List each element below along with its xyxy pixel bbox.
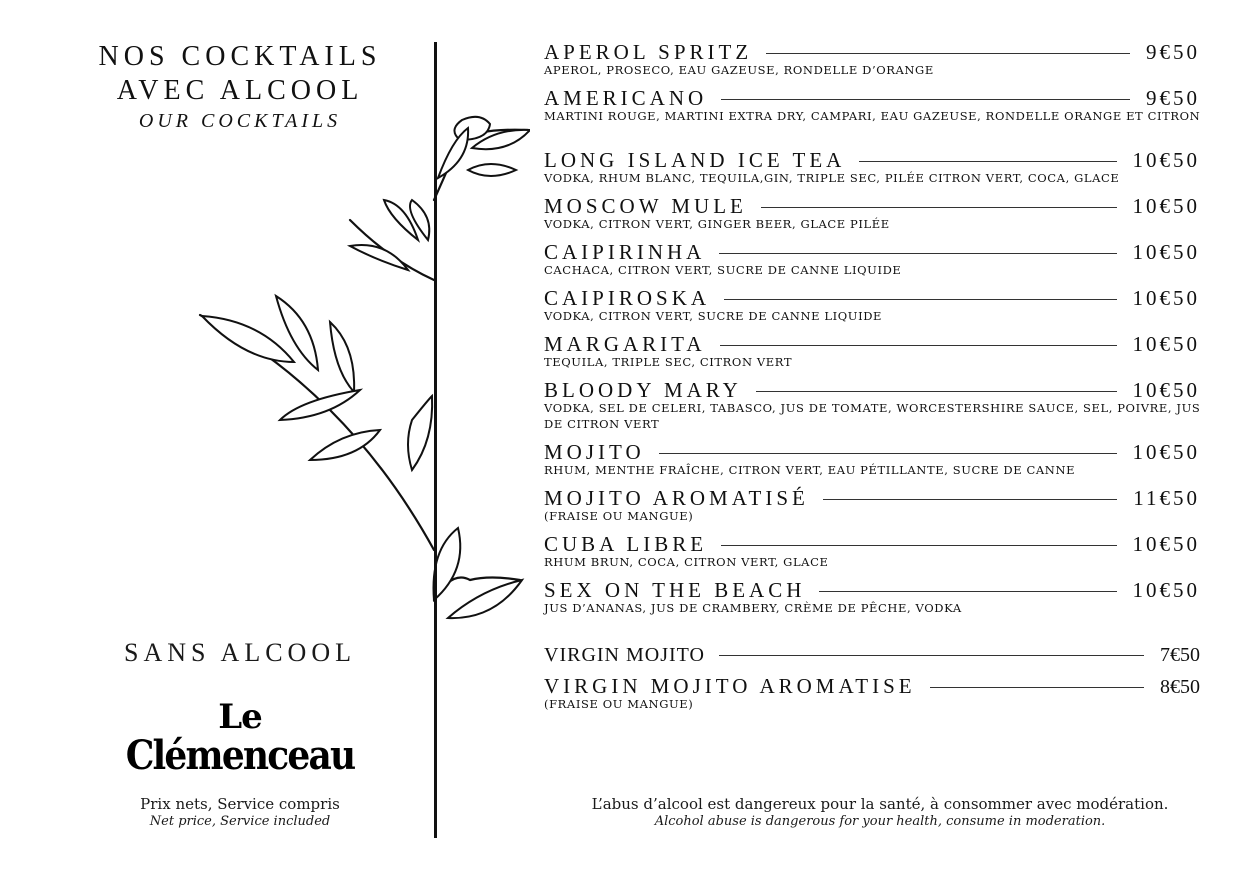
menu-item xyxy=(544,486,1200,532)
dotted-leader xyxy=(819,591,1116,592)
dotted-leader xyxy=(761,207,1117,208)
price-note xyxy=(60,794,420,830)
dotted-leader xyxy=(930,687,1144,688)
menu-item xyxy=(544,86,1200,148)
subtitle: OUR COCKTAILS xyxy=(138,110,342,132)
dotted-leader xyxy=(766,53,1130,54)
item-price: 9€50 xyxy=(1146,40,1200,64)
item-price: 9€50 xyxy=(1146,86,1200,110)
item-name: MARGARITA xyxy=(544,332,706,356)
menu-item xyxy=(544,440,1200,486)
dotted-leader xyxy=(719,253,1116,254)
item-description: TEQUILA, TRIPLE SEC, CITRON VERT xyxy=(544,355,793,369)
logo-line-2: Clémenceau xyxy=(125,732,355,779)
title-line-1: NOS COCKTAILS xyxy=(98,41,382,72)
item-name: MOJITO xyxy=(544,440,645,464)
item-description: VODKA, CITRON VERT, GINGER BEER, GLACE PILÉE xyxy=(544,217,890,231)
dotted-leader xyxy=(719,655,1144,656)
sans-alcool-title: SANS ALCOOL xyxy=(124,638,356,667)
item-name: CAIPIRINHA xyxy=(544,240,706,264)
menu-item xyxy=(544,578,1200,624)
health-warning xyxy=(520,794,1240,830)
dotted-leader xyxy=(721,99,1130,100)
item-price: 10€50 xyxy=(1132,148,1200,172)
menu-item xyxy=(544,40,1200,86)
dotted-leader xyxy=(724,299,1116,300)
item-name: CUBA LIBRE xyxy=(544,532,708,556)
item-description: VODKA, SEL DE CELERI, TABASCO, JUS DE TOMATE, WORCESTERSHIRE SAUCE, SEL, POIVRE, JUS DE CITRON VERT xyxy=(544,401,1201,431)
item-price: 10€50 xyxy=(1132,578,1200,602)
price-note-fr: Prix nets, Service compris xyxy=(140,795,340,813)
dotted-leader xyxy=(721,545,1116,546)
item-name: BLOODY MARY xyxy=(544,378,742,402)
item-name: LONG ISLAND ICE TEA xyxy=(544,148,846,172)
dotted-leader xyxy=(823,499,1117,500)
dotted-leader xyxy=(720,345,1117,346)
item-description: (FRAISE OU MANGUE) xyxy=(544,509,694,523)
item-price: 11€50 xyxy=(1133,486,1200,510)
item-price: 10€50 xyxy=(1132,240,1200,264)
vertical-divider xyxy=(434,42,437,838)
item-description: APEROL, PROSECO, EAU GAZEUSE, RONDELLE D’ORANGE xyxy=(544,63,934,77)
item-name: VIRGIN MOJITO xyxy=(544,644,705,666)
logo xyxy=(60,697,420,779)
menu-item xyxy=(544,532,1200,578)
sans-alcool-list xyxy=(544,644,1200,720)
menu-item xyxy=(544,286,1200,332)
item-price: 10€50 xyxy=(1132,286,1200,310)
dotted-leader xyxy=(859,161,1116,162)
cocktail-list xyxy=(544,40,1200,624)
item-name: MOSCOW MULE xyxy=(544,194,747,218)
item-description: JUS D’ANANAS, JUS DE CRAMBERY, CRÈME DE PÊCHE, VODKA xyxy=(544,601,962,615)
menu-item xyxy=(544,240,1200,286)
menu-item xyxy=(544,378,1200,440)
health-warning-en: Alcohol abuse is dangerous for your health, consume in moderation. xyxy=(654,814,1106,829)
item-name: APEROL SPRITZ xyxy=(544,40,753,64)
menu-item xyxy=(544,644,1200,674)
dotted-leader xyxy=(756,391,1117,392)
item-price: 10€50 xyxy=(1132,440,1200,464)
dotted-leader xyxy=(659,453,1117,454)
item-price: 10€50 xyxy=(1132,194,1200,218)
item-description: VODKA, RHUM BLANC, TEQUILA,GIN, TRIPLE SEC, PILÉE CITRON VERT, COCA, GLACE xyxy=(544,171,1120,185)
item-description: CACHACA, CITRON VERT, SUCRE DE CANNE LIQUIDE xyxy=(544,263,902,277)
item-price: 8€50 xyxy=(1160,676,1200,698)
title-line-2: AVEC ALCOOL xyxy=(116,75,364,106)
price-note-en: Net price, Service included xyxy=(149,814,331,829)
menu-item xyxy=(544,194,1200,240)
menu-item xyxy=(544,332,1200,378)
item-price: 10€50 xyxy=(1132,532,1200,556)
item-description: VODKA, CITRON VERT, SUCRE DE CANNE LIQUIDE xyxy=(544,309,883,323)
item-name: AMERICANO xyxy=(544,86,708,110)
item-description: RHUM, MENTHE FRAÎCHE, CITRON VERT, EAU PÉTILLANTE, SUCRE DE CANNE xyxy=(544,463,1076,477)
menu-item xyxy=(544,674,1200,720)
item-name: CAIPIROSKA xyxy=(544,286,711,310)
menu-item xyxy=(544,148,1200,194)
item-price: 10€50 xyxy=(1132,378,1200,402)
item-description: RHUM BRUN, COCA, CITRON VERT, GLACE xyxy=(544,555,829,569)
item-description: (FRAISE OU MANGUE) xyxy=(544,697,694,711)
item-price: 10€50 xyxy=(1132,332,1200,356)
item-name: MOJITO AROMATISÉ xyxy=(544,486,809,510)
item-name: SEX ON THE BEACH xyxy=(544,578,806,602)
logo-line-1: Le xyxy=(218,697,262,737)
item-name: VIRGIN MOJITO AROMATISE xyxy=(544,674,916,698)
item-price: 7€50 xyxy=(1160,644,1200,666)
leaf-branch-icon xyxy=(190,100,530,700)
item-description: MARTINI ROUGE, MARTINI EXTRA DRY, CAMPARI, EAU GAZEUSE, RONDELLE ORANGE ET CITRON xyxy=(544,109,1201,123)
health-warning-fr: L’abus d’alcool est dangereux pour la santé, à consommer avec modération. xyxy=(591,795,1169,813)
